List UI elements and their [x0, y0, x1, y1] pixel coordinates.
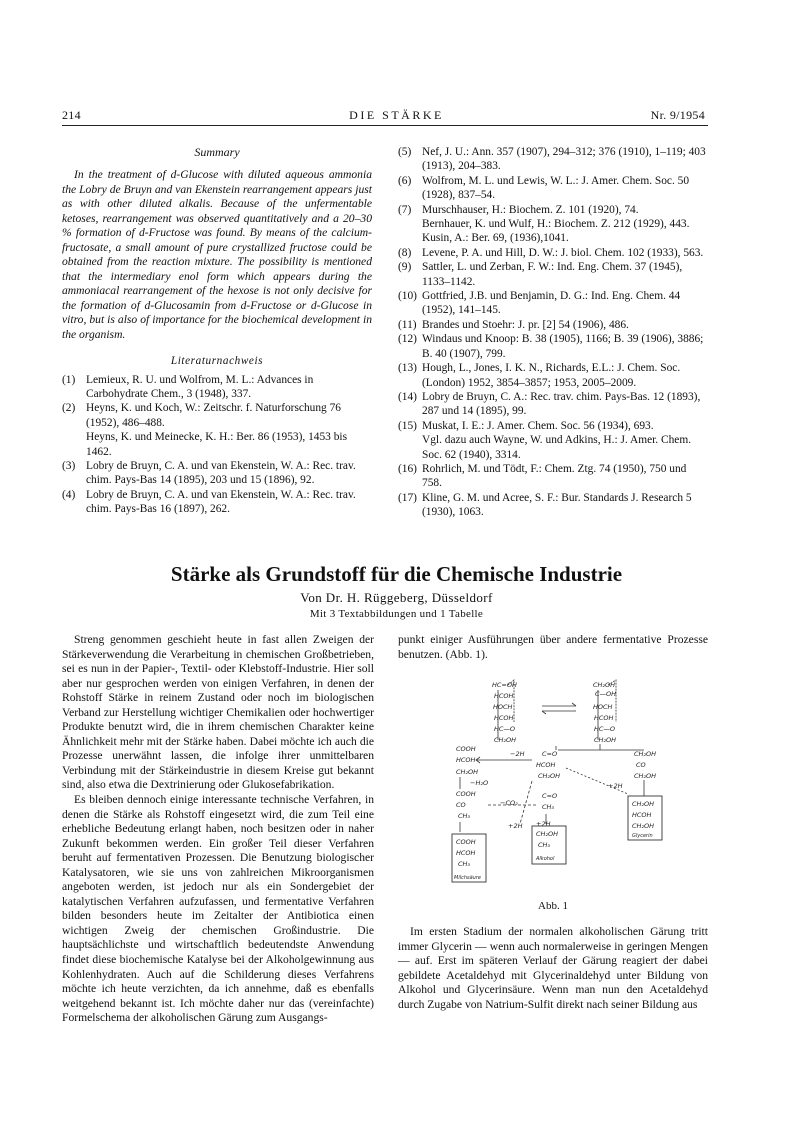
- reaction-label: +2H: [508, 822, 523, 830]
- reference-item: (12) Windaus und Knoop: B. 38 (1905), 1166; B. 39 (1906), 3886; B. 40 (1907), 799.: [398, 333, 704, 360]
- svg-text:HC—O: HC—O: [494, 725, 516, 733]
- box-label: Milchsäure: [454, 875, 481, 881]
- reaction-label: −2H: [510, 750, 525, 758]
- figure-caption: Abb. 1: [538, 900, 568, 912]
- svg-text:CH₂OH: CH₂OH: [538, 772, 561, 780]
- dihydroxyacetone-formula: [634, 750, 656, 780]
- article-left-column: [62, 633, 374, 1026]
- svg-text:CH₃: CH₃: [458, 812, 471, 820]
- reference-item: (3) Lobry de Bruyn, C. A. und van Ekenstein, W. A.: Rec. trav. chim. Pays-Bas 14 (1895), 203 und 15 (1896), 92.: [62, 460, 356, 487]
- body-paragraph: punkt einiger Ausführungen über andere fermentative Prozesse benutzen. (Abb. 1).: [398, 633, 708, 661]
- svg-text:C=O: C=O: [542, 750, 558, 758]
- reaction-label: −H₂O: [470, 779, 489, 787]
- reference-item: (9) Sattler, L. und Zerban, F. W.: Ind. Eng. Chem. 37 (1945), 1133–1142.: [398, 261, 683, 288]
- reference-item: (4) Lobry de Bruyn, C. A. und van Ekenstein, W. A.: Rec. trav. chim. Pays-Bas 16 (1897), 262.: [62, 488, 356, 516]
- box-label: Alkohol: [536, 856, 555, 862]
- svg-text:CH₂OH: CH₂OH: [494, 736, 517, 744]
- svg-text:HCOH: HCOH: [456, 756, 476, 764]
- refs-left-list: [62, 373, 372, 517]
- svg-text:CH₂OH: CH₂OH: [536, 830, 559, 838]
- svg-text:CH₂OH: CH₂OH: [594, 736, 617, 744]
- reaction-label: +2H: [536, 820, 551, 828]
- summary-text: In the treatment of d-Glucose with diluted aqueous ammonia the Lobry de Bruyn and van Ekenstein rearrangement appears just as with other diluted alkalis. Because of the unfermentable ketoses, rearrangement was observed quantitatively and a 20–30 % formation of d-Fructose was found. By means of the calcium-fructosate, a small amount of pure crystallized fructose could be obtained from the reaction mixture. The possibility is mentioned that the intermediary enol form which appears during the ammoniacal rearrangement of the hexose is not only decisive for the formation of d-Glucosamin from d-Fructose or d-Glucose in vitro, but is also of importance for the biochemical development in the organism.: [62, 168, 372, 342]
- summary-section: [62, 145, 372, 517]
- svg-text:HOCH: HOCH: [493, 703, 513, 711]
- svg-text:COOH: COOH: [456, 838, 476, 846]
- refs-right-list: [398, 145, 708, 520]
- issue-number: Nr. 9/1954: [650, 108, 705, 122]
- reference-item: Vgl. dazu auch Wayne, W. und Adkins, H.: J. Amer. Chem. Soc. 62 (1940), 3314.: [422, 434, 692, 461]
- svg-text:CH₂OH: CH₂OH: [634, 772, 657, 780]
- reference-item: Heyns, K. und Meinecke, K. H.: Ber. 86 (1953), 1453 bis 1462.: [86, 431, 347, 458]
- reference-item: (7) Murschhauser, H.: Biochem. Z. 101 (1920), 74.: [398, 203, 639, 216]
- svg-text:CH₂OH: CH₂OH: [632, 800, 655, 808]
- svg-text:CH₂OH: CH₂OH: [593, 681, 616, 689]
- svg-text:HCOH: HCOH: [536, 761, 556, 769]
- reaction-label: −CO₂: [500, 799, 518, 807]
- glucose-formula: [492, 681, 517, 744]
- svg-text:HCOH: HCOH: [594, 714, 614, 722]
- svg-text:COOH: COOH: [456, 745, 476, 753]
- article-title: Stärke als Grundstoff für die Chemische Industrie: [170, 562, 623, 586]
- svg-text:CH₂OH: CH₂OH: [632, 822, 655, 830]
- svg-text:HCOH: HCOH: [456, 849, 476, 857]
- reference-item: (13) Hough, L., Jones, I. K. N., Richards, E.L.: J. Chem. Soc. (London) 1952, 3854–3857; 1953, 2005–2009.: [398, 362, 681, 389]
- reference-item: (16) Rohrlich, M. und Tödt, F.: Chem. Ztg. 74 (1950), 750 und 758.: [398, 462, 687, 490]
- svg-text:HOCH: HOCH: [593, 703, 613, 711]
- fructose-formula: [593, 681, 616, 744]
- reference-item: (14) Lobry de Bruyn, C. A.: Rec. trav. chim. Pays-Bas. 12 (1893), 287 und 14 (1895), 99.: [398, 390, 701, 418]
- reaction-label: +2H: [608, 782, 623, 790]
- article-subline: Mit 3 Textabbildungen und 1 Tabelle: [309, 608, 484, 620]
- page-number: 214: [62, 108, 81, 122]
- svg-text:HCOH: HCOH: [494, 692, 514, 700]
- svg-text:CO: CO: [636, 761, 646, 769]
- reference-item: (5) Nef, J. U.: Ann. 357 (1907), 294–312; 376 (1910), 1–119; 403 (1913), 204–383.: [398, 146, 706, 173]
- svg-text:CO: CO: [456, 801, 466, 809]
- reference-item: (10) Gottfried, J.B. und Benjamin, D. G.: Ind. Eng. Chem. 44 (1952), 141–145.: [398, 290, 681, 317]
- svg-text:C—OH: C—OH: [595, 690, 617, 698]
- article-right-column-lower: [398, 925, 708, 1012]
- glyceraldehyde-formula: [536, 750, 560, 780]
- reference-item: (6) Wolfrom, M. L. und Lewis, W. L.: J. Amer. Chem. Soc. 50 (1928), 837–54.: [398, 174, 690, 202]
- glyceric-acid-formula: [456, 745, 478, 776]
- fermentation-scheme-figure: [448, 676, 688, 890]
- reference-item: (1) Lemieux, R. U. und Wolfrom, M. L.: Advances in Carbohydrate Chem., 3 (1948), 337.: [62, 373, 314, 400]
- svg-text:CH₂OH: CH₂OH: [634, 750, 657, 758]
- svg-text:C=O: C=O: [542, 792, 558, 800]
- pyruvic-acid-formula: [456, 790, 476, 820]
- svg-text:HCOH: HCOH: [494, 714, 514, 722]
- reference-item: Kusin, A.: Ber. 69, (1936),1041.: [422, 232, 569, 245]
- arrow-head: [572, 703, 576, 706]
- header-rule: [62, 125, 708, 126]
- body-paragraph: Streng genommen geschieht heute in fast allen Zweigen der Stärkeverwendung die Verarbeitung in chemischen Großbetrieben, sei es nun in der Papier-, Textil- oder Klebstoff-Industrie. Hier soll aber nur gesprochen werden von einigen Verfahren, in denen der Rohstoff Stärke in reinem Zustand oder noch im biologischen Verband zur Herstellung wichtiger Chemikalien oder hochwertiger Produkte benutzt wird, die in ihrem chemischen Charakter keine Ähnlichkeit mehr mit der Stärke haben. Dabei möchte ich auch die Prozesse unerwähnt lassen, die infolge ihrer unmittelbaren Verbindung mit der Stärkeindustrie in diesem Kreise gut bekannt sind, also etwa die Dextrinierung oder Glukosefabrikation.: [62, 633, 374, 792]
- svg-text:HCOH: HCOH: [632, 811, 652, 819]
- article-byline: Von Dr. H. Rüggeberg, Düsseldorf: [300, 590, 493, 605]
- svg-text:HC—O: HC—O: [594, 725, 616, 733]
- svg-text:CH₃: CH₃: [538, 841, 551, 849]
- literature-heading: Literaturnachweis: [170, 354, 264, 367]
- reference-item: (17) Kline, G. M. und Acree, S. F.: Bur. Standards J. Research 5 (1930), 1063.: [398, 491, 692, 519]
- body-paragraph: Es bleiben dennoch einige interessante technische Verfahren, in denen die Stärke als Rohstoff eingesetzt wird, die zum Teil eine erhebliche Bedeutung erlangt haben, noch besitzen oder in naher Zukunft bekommen werden. Ein großer Teil dieser Verfahren beruht auf fermentativen Prozessen. Die Benutzung biologischer Katalysatoren, wie sie uns von zahlreichen Mikroorganismen angeboten werden, ist jedoch nur als ein Sondergebiet der katalytischen Verfahren aufzufassen, und fermentative Verfahren bilden besonders heute im Zeitalter der Antibiotica einen wichtigen Zweig der chemischen Großindustrie. Die hauptsächlichste und wirtschaftlich bedeutendste Anwendung findet diese biochemische Katalyse bei der Alkoholgewinnung aus Kohlenhydraten. Auch auf die Schilderung dieses Verfahrens möchte ich heute verzichten, da ich annehme, daß es ebenfalls weitgehend bekannt ist. Ich möchte daher nur das (vereinfachte) Formelschema der alkoholischen Gärung zum Ausgangs-: [62, 793, 374, 1025]
- reference-item: (8) Levene, P. A. und Hill, D. W.: J. biol. Chem. 102 (1933), 563.: [398, 246, 704, 259]
- svg-text:CH₃: CH₃: [542, 803, 555, 811]
- svg-text:CH₂OH: CH₂OH: [456, 768, 479, 776]
- article-right-column: [398, 633, 708, 662]
- reference-item: (2) Heyns, K. und Koch, W.: Zeitschr. f. Naturforschung 76 (1952), 486–488.: [62, 402, 341, 429]
- svg-text:CH₃: CH₃: [458, 860, 471, 868]
- box-label: Glycerin: [632, 833, 653, 839]
- reference-item: (15) Muskat, I. E.: J. Amer. Chem. Soc. 56 (1934), 693.: [398, 419, 654, 432]
- body-paragraph: Im ersten Stadium der normalen alkoholischen Gärung tritt immer Glycerin — wenn auch normalerweise in geringen Mengen — auf. Erst im späteren Verlauf der Gärung reagiert der dabei gebildete Acetaldehyd mit Glycerinaldehyd unter Bildung von Alkohol und Glycerinsäure. Wenn man nun den Acetaldehyd durch Zugabe von Natrium-Sulfit direkt nach seiner Bildung aus: [398, 925, 708, 1011]
- reference-item: (11) Brandes und Stoehr: J. pr. [2] 54 (1906), 486.: [398, 318, 629, 331]
- svg-text:HC=OH: HC=OH: [492, 681, 517, 689]
- arrow-head: [542, 711, 546, 714]
- acetaldehyde-formula: [542, 792, 557, 811]
- summary-title: Summary: [194, 145, 240, 159]
- journal-title: DIE STÄRKE: [349, 108, 444, 122]
- svg-text:COOH: COOH: [456, 790, 476, 798]
- reference-item: Bernhauer, K. und Wulf, H.: Biochem. Z. 212 (1929), 443.: [422, 218, 690, 231]
